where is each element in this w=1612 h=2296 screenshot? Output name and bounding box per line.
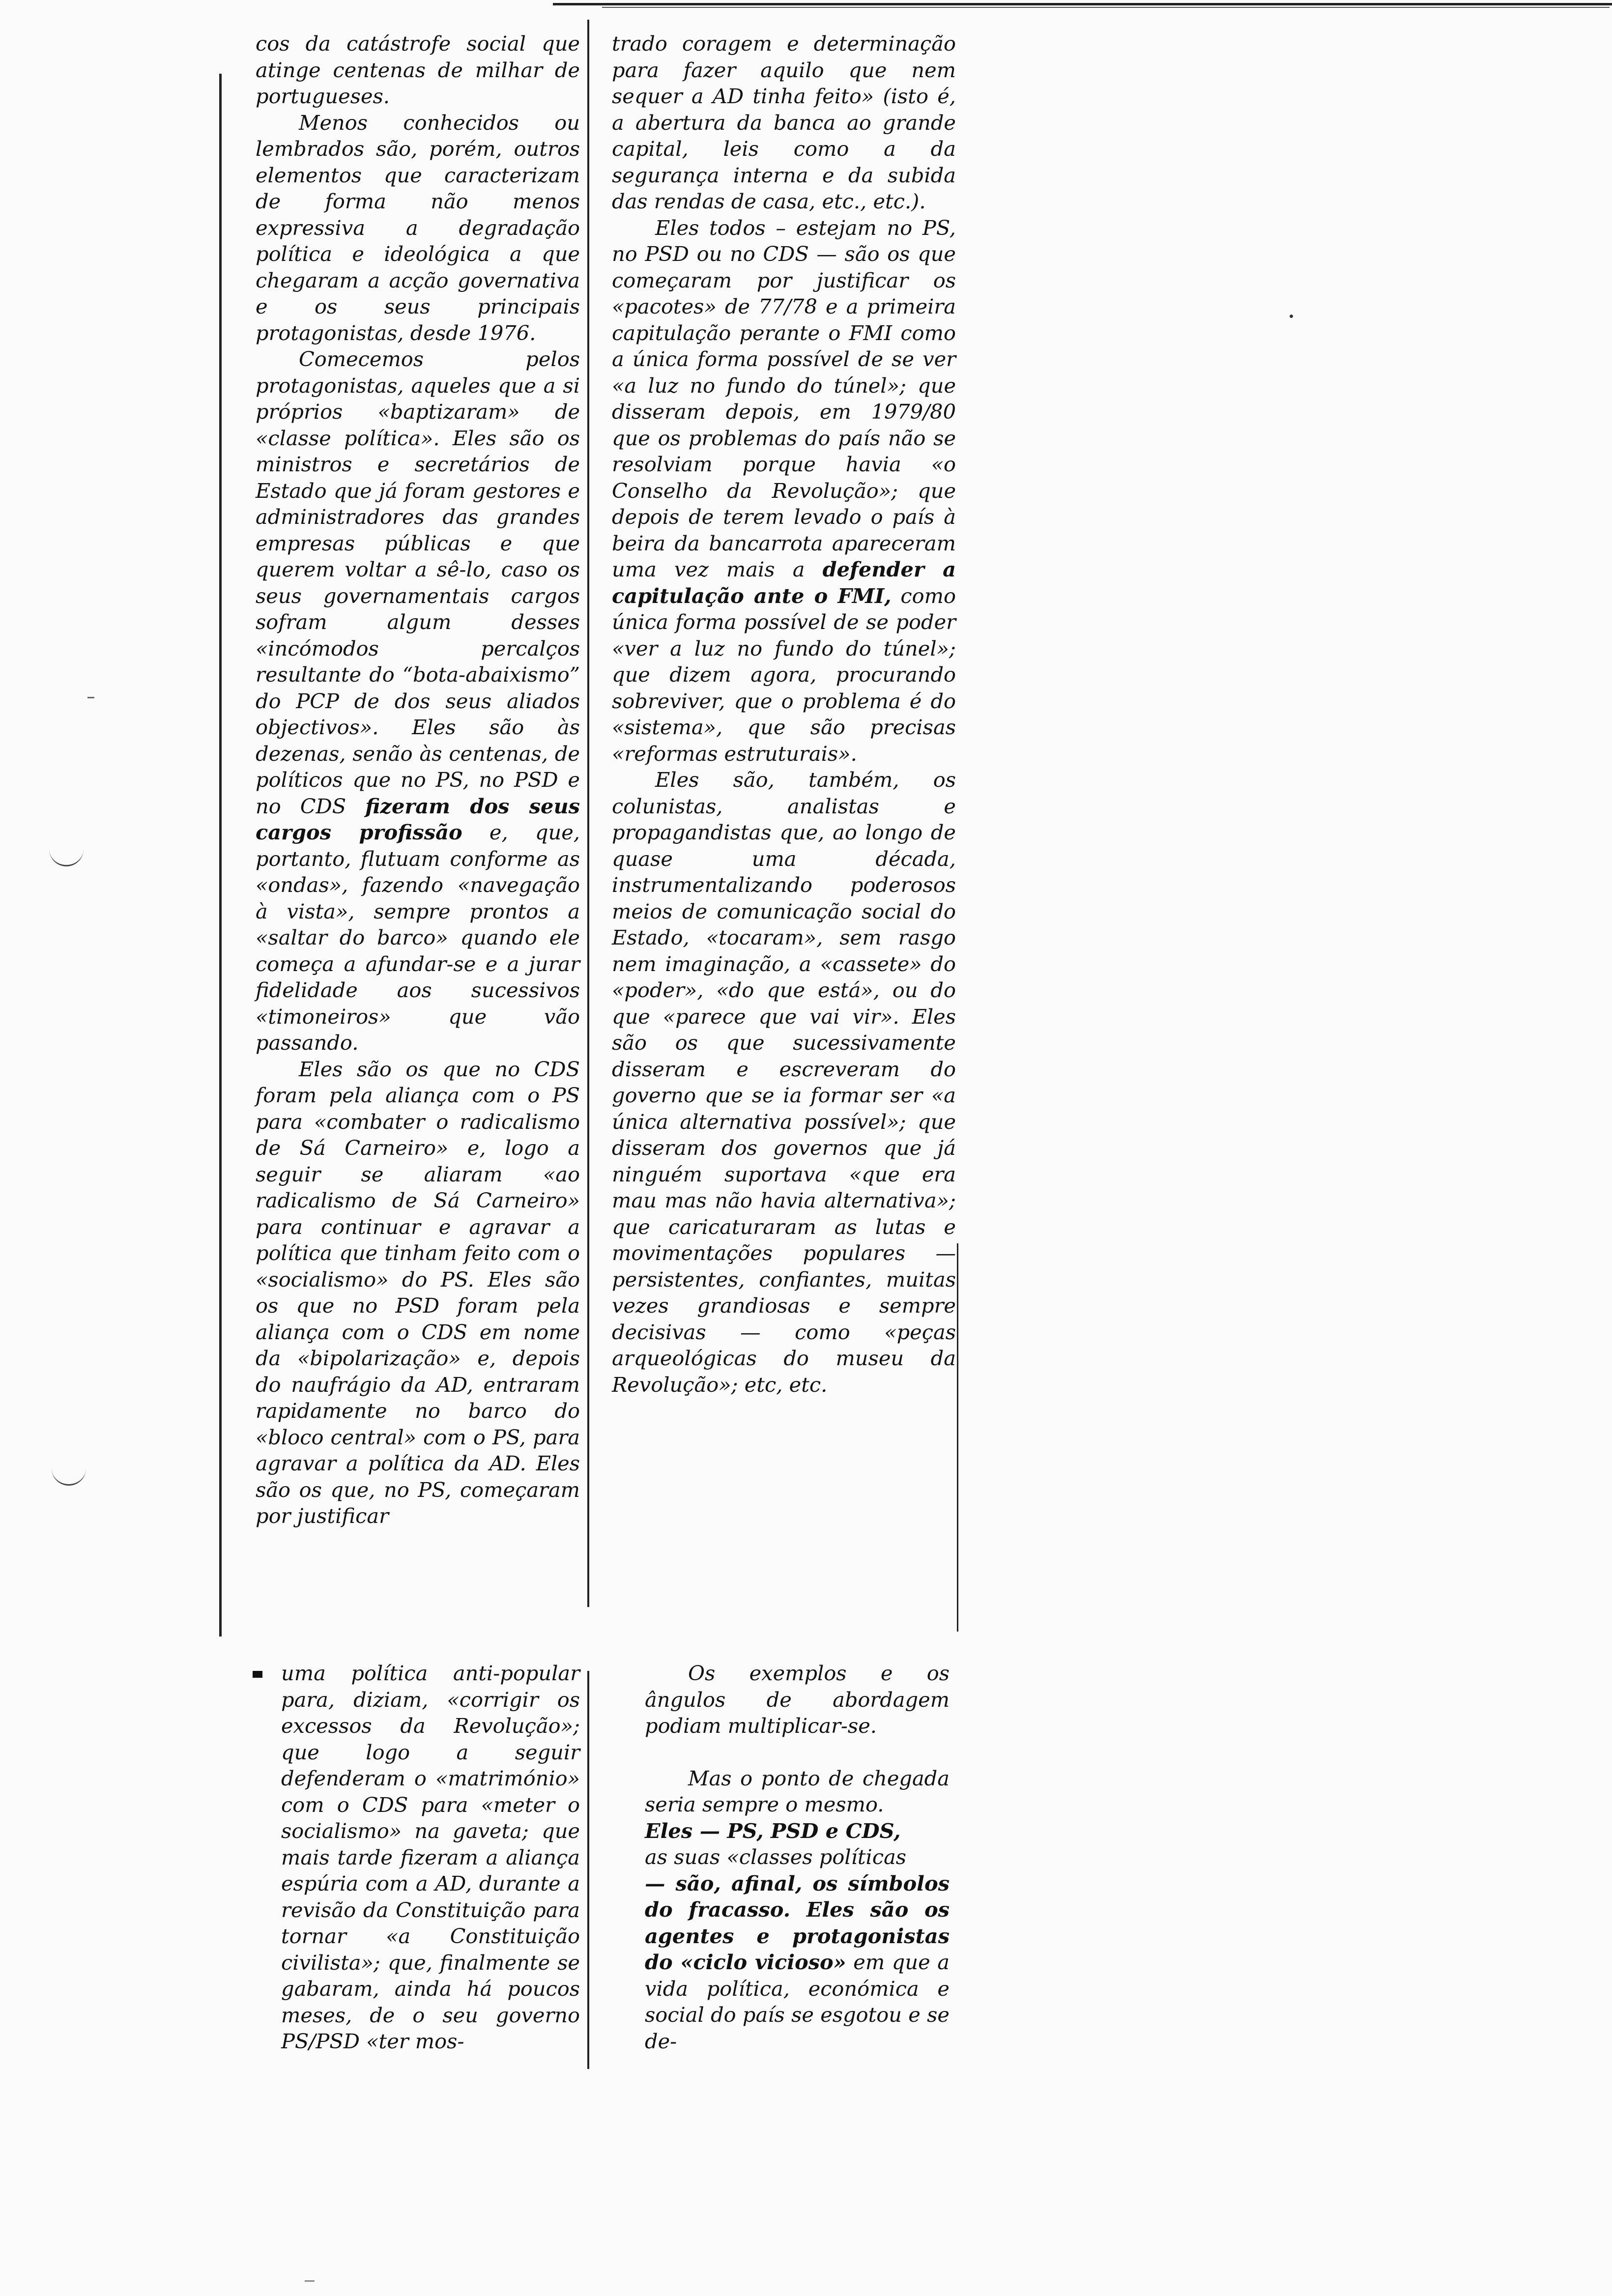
paragraph: trado coragem e determinação para fazer aquilo que nem sequer a AD tinha feito» (isto é, a abertura da banca ao grande capital, leis como a da segurança interna e da subida das rendas de casa, etc., etc.). <box>612 31 956 213</box>
bold-emphasis: — são, afinal, os símbolos do fracasso. Eles são os agentes e protagonistas do «ciclo vicioso» <box>645 1871 950 1974</box>
paragraph: Eles são os que no CDS foram pela aliança com o PS para «combater o radicalismo de Sá Carneiro» e, logo a seguir se aliaram «ao radicalismo de Sá Carneiro» para continuar e agravar a política que tinham feito com o «socialismo» do PS. Eles são os que no PSD foram pela aliança com o CDS em nome da «bipolarização» e, depois do naufrágio da AD, entraram rapidamente no barco do «bloco central» com o PS, para agravar a política da AD. Eles são os que, no PS, começaram por justificar <box>256 1057 580 1528</box>
paragraph <box>256 346 580 1056</box>
paragraph-text: como única forma possível de se poder «ver a luz no fundo do túnel»; que dizem agora, procurando sobreviver, que o problema é do «sistema», que são precisas «reformas estruturais». <box>612 583 956 766</box>
column-rule-middle-upper <box>587 20 589 1607</box>
article-column-3 <box>281 1660 580 2055</box>
scan-dash <box>305 2280 315 2282</box>
paragraph <box>612 215 956 767</box>
bold-emphasis: Eles — PS, PSD e CDS, <box>645 1818 901 1843</box>
bold-emphasis: fizeram dos seus cargos profissão <box>256 794 580 844</box>
article-column-1 <box>256 30 580 1529</box>
spacer <box>645 1739 950 1765</box>
bold-emphasis: defender a capitulação ante o FMI, <box>612 557 956 608</box>
article-column-4 <box>645 1660 950 2054</box>
column-rule-middle-lower <box>587 1671 589 2069</box>
column-rule-right <box>957 1243 958 1632</box>
scan-dash <box>87 697 94 698</box>
paragraph-text: Mas o ponto de chegada seria sempre o mesmo. <box>645 1766 950 1816</box>
scan-mark <box>49 845 84 866</box>
scan-mark <box>52 1464 86 1486</box>
paragraph: uma política anti-popular para, diziam, «corrigir os excessos da Revolução»; que logo a seguir defenderam o «matrimónio» com o CDS para «meter o socialismo» na gaveta; que mais tarde fizeram a aliança espúria com a AD, durante a revisão da Constituição para tornar «a Constituição civilista»; que, finalmente se gabaram, ainda há poucos meses, de o seu governo PS/PSD «ter mos- <box>281 1661 580 2053</box>
paragraph <box>645 1765 950 2055</box>
paragraph: Os exemplos e os ângulos de abordagem podiam multiplicar-se. <box>645 1661 950 1738</box>
paragraph-text: Eles todos – estejam no PS, no PSD ou no CDS — são os que começaram por justificar os «pacotes» de 77/78 e a primeira capitulação perante o FMI como a única forma possível de se ver «a luz no fundo do túnel»; que disseram depois, em 1979/80 que os problemas do país não se resolviam porque havia «o Conselho da Revolução»; que depois de terem levado o país à beira da bancarrota apareceram uma vez mais a <box>612 215 956 581</box>
top-rule <box>553 3 1612 5</box>
scan-dot <box>1290 315 1293 318</box>
paragraph: Menos conhecidos ou lembrados são, porém, outros elementos que caracterizam de forma não menos expressiva a degradação política e ideológica a que chegaram a acção governativa e os seus principais protagonistas, desde 1976. <box>256 110 580 345</box>
article-column-2 <box>612 30 956 1398</box>
paragraph: cos da catástrofe social que atinge centenas de milhar de portugueses. <box>256 31 580 108</box>
column-rule-left <box>219 74 222 1636</box>
paragraph-text: Comecemos pelos protagonistas, aqueles que a si próprios «baptizaram» de «classe política». Eles são os ministros e secretários de Estado que já foram gestores e administradores das grandes empresas públicas e que querem voltar a sê-lo, caso os seus governamentais cargos sofram algum desses «incómodos percalços resultante do “bota-abaixismo” do PCP de dos seus aliados objectivos». Eles são às dezenas, senão às centenas, de políticos que no PS, no PSD e no CDS <box>256 347 580 818</box>
paragraph-text: as suas «classes políticas <box>645 1845 907 1869</box>
top-rule-thin <box>602 7 1610 8</box>
bullet-marker <box>253 1671 262 1678</box>
paragraph-text: e, que, portanto, flutuam conforme as «ondas», fazendo «navegação à vista», sempre prontos a «saltar do barco» quando ele começa a afundar-se e a jurar fidelidade aos sucessivos «timoneiros» que vão passando. <box>256 820 580 1055</box>
paragraph-text: em que a vida política, económica e social do país se esgotou e se de- <box>645 1950 950 2053</box>
paragraph: Eles são, também, os colunistas, analistas e propagandistas que, ao longo de quase uma década, instrumentalizando poderosos meios de comunicação social do Estado, «tocaram», sem rasgo nem imaginação, a «cassete» do «poder», «do que está», ou do que «parece que vai vir». Eles são os que sucessivamente disseram e escreveram do governo que se ia formar ser «a única alternativa possível»; que disseram dos governos que já ninguém suportava «que era mau mas não havia alternativa»; que caricaturaram as lutas e movimentações populares — persistentes, confiantes, muitas vezes grandiosas e sempre decisivas — como «peças arqueológicas do museu da Revolução»; etc, etc. <box>612 768 956 1397</box>
